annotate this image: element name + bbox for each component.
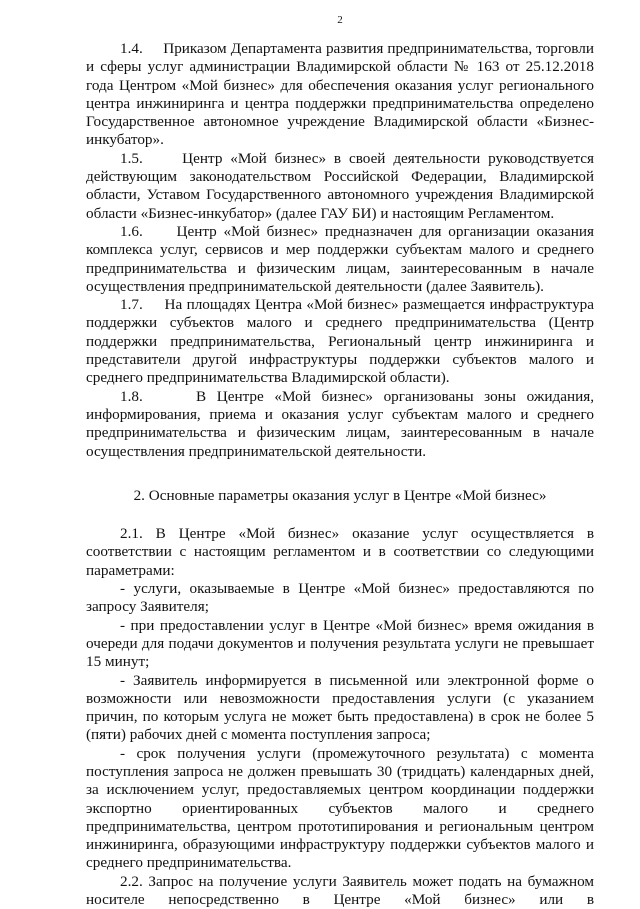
bullet-item: - при предоставлении услуг в Центре «Мой бизнес» время ожидания в очереди для подачи документов и получения результата услуги не превышает 15 минут; bbox=[86, 616, 594, 671]
paragraph-2-1: 2.1. В Центре «Мой бизнес» оказание услуг осуществляется в соответствии с настоящим регламентом и в соответствии со следующими параметрами: bbox=[86, 525, 594, 579]
bullet-item: - услуги, оказываемые в Центре «Мой бизнес» предоставляются по запросу Заявителя; bbox=[86, 580, 594, 616]
section-2-heading: 2. Основные параметры оказания услуг в Центре «Мой бизнес» bbox=[133, 486, 547, 504]
paragraph-2-2: 2.2. Запрос на получение услуги Заявитель может подать на бумажном носителе непосредственно в Центре «Мой бизнес» или в bbox=[86, 872, 594, 909]
paragraph-1-5: 1.5. Центр «Мой бизнес» в своей деятельности руководствуется действующим законодательством Российской Федерации, Владимирской области, Уставом Государственного автономного учреждения Владимирской области «Бизнес-инкубатор» (далее ГАУ БИ) и настоящим Регламентом. bbox=[86, 149, 594, 222]
bullet-item: - срок получения услуги (промежуточного результата) с момента поступления запроса не должен превышать 30 (тридцать) календарных дней, за исключением услуг, предоставляемых центром координации поддержки экспортно ориентированных субъектов малого и среднего предпринимательства, центром прототипирования и региональным центром инжиниринга, образующими инфраструктуру поддержки субъектов малого и среднего предпринимательства. bbox=[86, 744, 594, 872]
paragraph-1-6: 1.6. Центр «Мой бизнес» предназначен для организации оказания комплекса услуг, сервисов и мер поддержки субъектам малого и среднего предпринимательства и физическим лицам, заинтересованным в начале осуществления предпринимательской деятельности (далее Заявитель). bbox=[86, 222, 594, 295]
paragraph-1-4: 1.4. Приказом Департамента развития предпринимательства, торговли и сферы услуг администрации Владимирской области № 163 от 25.12.2018 года Центром «Мой бизнес» для обеспечения оказания услуг регионального центра инжиниринга и центра поддержки предпринимательства определено Государственное автономное учреждение Владимирской области «Бизнес-инкубатор». bbox=[86, 40, 594, 149]
page-number: 2 bbox=[337, 14, 343, 26]
paragraph-1-8: 1.8. В Центре «Мой бизнес» организованы зоны ожидания, информирования, приема и оказания услуг субъектам малого и среднего предпринимательства и физическим лицам, заинтересованным в начале осуществления предпринимательской деятельности. bbox=[86, 387, 594, 460]
bullet-item: - Заявитель информируется в письменной или электронной форме о возможности или невозможности предоставления услуги (с указанием причин, по которым услуга не может быть предоставлена) в срок не более 5 (пяти) рабочих дней с момента поступления запроса; bbox=[86, 671, 594, 744]
paragraph-1-7: 1.7. На площадях Центра «Мой бизнес» размещается инфраструктура поддержки субъектов малого и среднего предпринимательства (Центр поддержки предпринимательства, Региональный центр инжиниринга и представители другой инфраструктуры поддержки субъектов малого и среднего предпринимательства Владимирской области). bbox=[86, 296, 594, 387]
